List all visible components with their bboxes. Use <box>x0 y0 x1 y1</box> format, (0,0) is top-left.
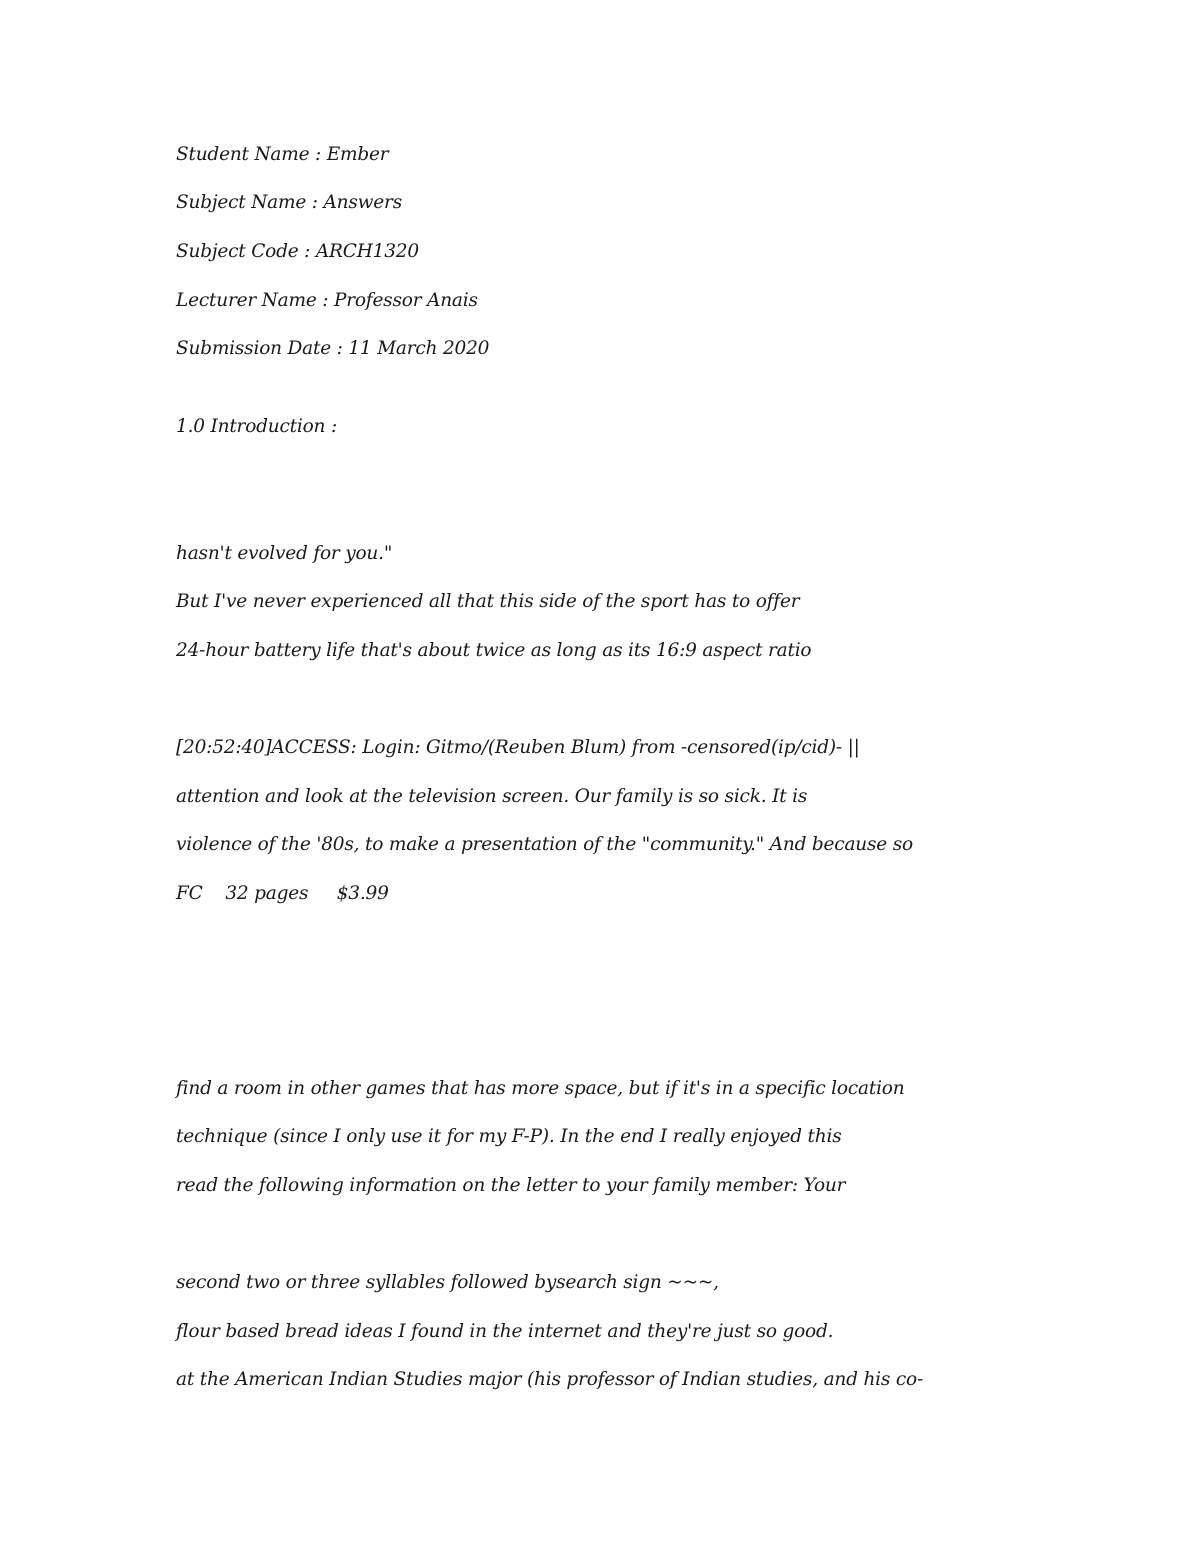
body-line: second two or three syllables followed bysearch sign ~~~, <box>176 1272 719 1293</box>
section-heading: 1.0 Introduction : <box>176 416 337 437</box>
lecturer-name-line: Lecturer Name : Professor Anais <box>176 290 478 311</box>
subject-name-line: Subject Name : Answers <box>176 192 402 213</box>
body-line: violence of the '80s, to make a presentation of the "community." And because so <box>176 834 913 855</box>
subject-code-line: Subject Code : ARCH1320 <box>176 241 419 262</box>
student-name-line: Student Name : Ember <box>176 144 389 165</box>
body-line: find a room in other games that has more space, but if it's in a specific location <box>176 1078 905 1099</box>
body-line: flour based bread ideas I found in the internet and they're just so good. <box>176 1321 834 1342</box>
body-line: [20:52:40]ACCESS: Login: Gitmo/(Reuben Blum) from -censored(ip/cid)- || <box>176 737 860 758</box>
body-line: But I've never experienced all that this side of the sport has to offer <box>176 591 800 612</box>
body-line: technique (since I only use it for my F-P). In the end I really enjoyed this <box>176 1126 842 1147</box>
submission-date-line: Submission Date : 11 March 2020 <box>176 338 490 359</box>
body-line: FC 32 pages $3.99 <box>176 883 389 904</box>
body-line: 24-hour battery life that's about twice as long as its 16:9 aspect ratio <box>176 640 812 661</box>
body-line: read the following information on the letter to your family member: Your <box>176 1175 846 1196</box>
body-line: attention and look at the television screen. Our family is so sick. It is <box>176 786 808 807</box>
body-line: hasn't evolved for you." <box>176 543 393 564</box>
body-line: at the American Indian Studies major (his professor of Indian studies, and his co- <box>176 1369 923 1390</box>
